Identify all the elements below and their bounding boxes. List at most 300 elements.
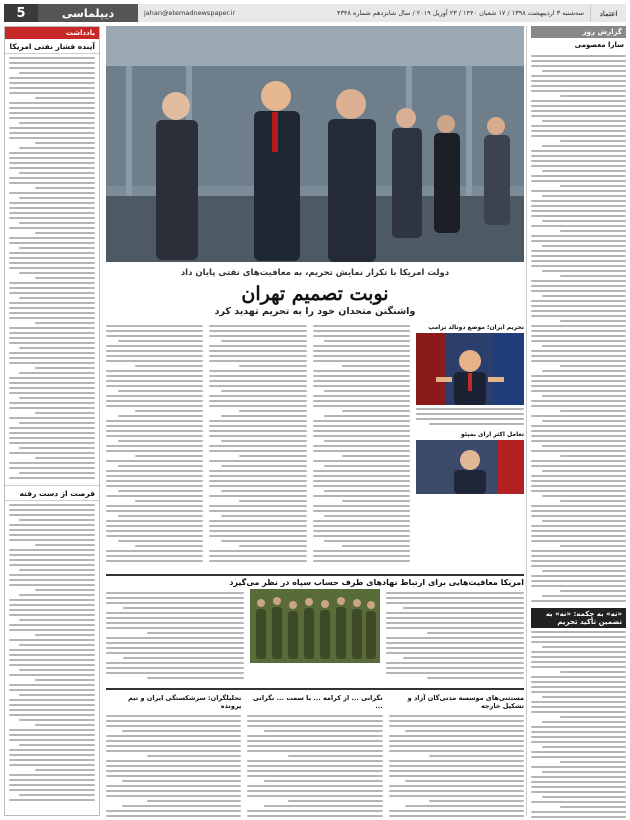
- text-line: [313, 325, 410, 327]
- text-line: [342, 500, 410, 502]
- text-line: [386, 592, 524, 594]
- text-line: [531, 811, 626, 813]
- text-line: [531, 560, 626, 562]
- text-line: [9, 162, 95, 164]
- text-line: [209, 445, 306, 447]
- text-line: [9, 207, 95, 209]
- sidebar-article-title: آینده فشار نفتی امریکا: [5, 39, 99, 54]
- text-line: [9, 749, 95, 751]
- text-line: [35, 367, 95, 369]
- text-line: [209, 345, 306, 347]
- text-line: [531, 485, 626, 487]
- text-line: [313, 435, 410, 437]
- text-line: [313, 335, 410, 337]
- text-line: [106, 560, 203, 562]
- text-line: [9, 92, 95, 94]
- text-line: [9, 262, 95, 264]
- text-line: [560, 275, 627, 277]
- text-line: [19, 594, 95, 596]
- text-line: [35, 412, 95, 414]
- text-line: [324, 515, 410, 517]
- text-line: [209, 475, 306, 477]
- report-body: [531, 52, 626, 602]
- text-line: [324, 440, 410, 442]
- text-line: [531, 190, 626, 192]
- text-line: [313, 380, 410, 382]
- text-line: [247, 720, 382, 722]
- text-line: [531, 330, 626, 332]
- text-line: [9, 307, 95, 309]
- contact-email[interactable]: jahan@etemadnewspaper.ir: [144, 9, 236, 17]
- text-line: [9, 709, 95, 711]
- text-line: [247, 740, 382, 742]
- text-line: [9, 432, 95, 434]
- text-line: [542, 270, 626, 272]
- text-line: [531, 385, 626, 387]
- text-line: [9, 559, 95, 561]
- text-line: [9, 534, 95, 536]
- text-line: [531, 210, 626, 212]
- text-line: [209, 425, 306, 427]
- dateline: سه‌شنبه ۳ اردیبهشت ۱۳۹۸ / ۱۷ شعبان ۱۴۴۰ / ۲۳ آوریل ۲۰۱۹ / سال شانزدهم شماره ۴۳۴۸: [336, 9, 584, 17]
- text-line: [531, 475, 626, 477]
- text-line: [106, 627, 244, 629]
- article-column-3: [106, 322, 203, 569]
- text-line: [542, 570, 626, 572]
- text-line: [106, 647, 244, 649]
- text-line: [288, 755, 383, 757]
- text-line: [9, 539, 95, 541]
- text-line: [9, 764, 95, 766]
- text-line: [531, 85, 626, 87]
- text-line: [106, 642, 244, 644]
- text-line: [9, 342, 95, 344]
- text-line: [19, 719, 95, 721]
- text-line: [209, 330, 306, 332]
- text-line: [9, 392, 95, 394]
- page-number: 5: [4, 4, 38, 22]
- text-line: [19, 347, 95, 349]
- text-line: [247, 745, 382, 747]
- text-line: [313, 510, 410, 512]
- text-line: [209, 335, 306, 337]
- text-line: [35, 457, 95, 459]
- text-line: [542, 445, 626, 447]
- text-line: [123, 607, 244, 609]
- bottom-article-body-1: [389, 712, 524, 820]
- text-line: [531, 150, 626, 152]
- headline: نوبت تصمیم تهران: [241, 283, 389, 305]
- text-line: [389, 740, 524, 742]
- text-line: [531, 636, 626, 638]
- text-line: [122, 780, 241, 782]
- text-line: [429, 423, 524, 425]
- text-line: [9, 734, 95, 736]
- text-line: [9, 654, 95, 656]
- text-line: [389, 715, 524, 717]
- text-line: [313, 360, 410, 362]
- text-line: [35, 724, 95, 726]
- text-line: [531, 225, 626, 227]
- text-line: [239, 500, 307, 502]
- text-line: [9, 102, 95, 104]
- text-line: [247, 815, 382, 817]
- text-line: [239, 545, 307, 547]
- text-line: [9, 62, 95, 64]
- text-line: [9, 237, 95, 239]
- text-line: [531, 460, 626, 462]
- text-line: [542, 145, 626, 147]
- text-line: [9, 754, 95, 756]
- text-line: [531, 300, 626, 302]
- text-line: [35, 589, 95, 591]
- text-line: [531, 280, 626, 282]
- sidebar-article-body-2: [5, 501, 99, 803]
- text-line: [9, 579, 95, 581]
- text-line: [389, 720, 524, 722]
- header-info: [138, 4, 590, 22]
- text-line: [9, 382, 95, 384]
- text-line: [313, 505, 410, 507]
- text-line: [9, 614, 95, 616]
- text-line: [9, 87, 95, 89]
- text-line: [9, 292, 95, 294]
- text-line: [531, 515, 626, 517]
- text-line: [531, 450, 626, 452]
- text-line: [9, 352, 95, 354]
- text-line: [531, 465, 626, 467]
- text-line: [416, 408, 524, 410]
- text-line: [9, 312, 95, 314]
- text-line: [106, 617, 244, 619]
- text-line: [19, 447, 95, 449]
- text-line: [531, 110, 626, 112]
- text-line: [118, 415, 204, 417]
- text-line: [9, 784, 95, 786]
- text-line: [560, 500, 627, 502]
- text-line: [9, 387, 95, 389]
- text-line: [531, 681, 626, 683]
- text-line: [106, 810, 241, 812]
- text-line: [106, 745, 241, 747]
- text-line: [531, 125, 626, 127]
- text-line: [106, 360, 203, 362]
- text-line: [106, 385, 203, 387]
- text-line: [106, 405, 203, 407]
- text-line: [209, 550, 306, 552]
- text-line: [542, 646, 626, 648]
- text-line: [531, 90, 626, 92]
- text-line: [264, 730, 383, 732]
- text-line: [147, 677, 244, 679]
- text-line: [9, 649, 95, 651]
- text-line: [288, 800, 383, 802]
- text-line: [560, 140, 627, 142]
- text-line: [9, 609, 95, 611]
- text-line: [531, 400, 626, 402]
- text-line: [106, 725, 241, 727]
- text-line: [209, 405, 306, 407]
- text-line: [35, 769, 95, 771]
- text-line: [9, 437, 95, 439]
- text-line: [416, 413, 524, 415]
- text-line: [531, 390, 626, 392]
- text-line: [9, 152, 95, 154]
- text-line: [9, 799, 95, 801]
- text-line: [531, 355, 626, 357]
- text-line: [531, 240, 626, 242]
- text-line: [531, 631, 626, 633]
- text-line: [9, 584, 95, 586]
- text-line: [209, 360, 306, 362]
- text-line: [542, 470, 626, 472]
- text-line: [531, 80, 626, 82]
- text-line: [209, 470, 306, 472]
- text-line: [531, 731, 626, 733]
- text-line: [324, 540, 410, 542]
- text-line: [313, 400, 410, 402]
- text-line: [9, 332, 95, 334]
- bottom-article-title-3: تحلیلگران: سرشکستگی ایران و تیم پرونده: [128, 694, 242, 710]
- text-line: [560, 185, 627, 187]
- text-line: [342, 365, 410, 367]
- text-line: [9, 504, 95, 506]
- text-line: [405, 805, 524, 807]
- text-line: [531, 510, 626, 512]
- text-line: [19, 644, 95, 646]
- inset-caption-1: تحریم ایران؛ موضع دونالد ترامپ: [428, 324, 524, 331]
- text-line: [9, 337, 95, 339]
- text-line: [209, 520, 306, 522]
- text-line: [122, 805, 241, 807]
- text-line: [9, 759, 95, 761]
- text-line: [106, 525, 203, 527]
- text-line: [106, 770, 241, 772]
- text-line: [313, 370, 410, 372]
- text-line: [9, 257, 95, 259]
- text-line: [429, 755, 524, 757]
- text-line: [209, 385, 306, 387]
- text-line: [209, 525, 306, 527]
- text-line: [531, 801, 626, 803]
- text-line: [19, 397, 95, 399]
- text-line: [135, 365, 203, 367]
- text-line: [531, 285, 626, 287]
- text-line: [313, 470, 410, 472]
- text-line: [106, 760, 241, 762]
- text-line: [221, 415, 307, 417]
- text-line: [106, 597, 244, 599]
- text-line: [221, 540, 307, 542]
- text-line: [531, 585, 626, 587]
- text-line: [531, 706, 626, 708]
- text-line: [342, 410, 410, 412]
- text-line: [19, 794, 95, 796]
- text-line: [106, 475, 203, 477]
- text-line: [542, 70, 626, 72]
- text-line: [9, 417, 95, 419]
- text-line: [9, 217, 95, 219]
- text-line: [19, 297, 95, 299]
- text-line: [9, 202, 95, 204]
- text-line: [313, 355, 410, 357]
- text-line: [313, 480, 410, 482]
- text-line: [264, 805, 383, 807]
- text-line: [9, 192, 95, 194]
- inset-photo-2: [416, 440, 524, 494]
- text-line: [9, 227, 95, 229]
- text-line: [106, 530, 203, 532]
- text-line: [106, 750, 241, 752]
- opinion-sidebar: [4, 26, 100, 816]
- inset-photos: [416, 322, 524, 569]
- text-line: [531, 726, 626, 728]
- text-line: [9, 699, 95, 701]
- text-line: [531, 535, 626, 537]
- text-line: [389, 790, 524, 792]
- text-line: [389, 795, 524, 797]
- text-line: [9, 477, 95, 479]
- text-line: [106, 460, 203, 462]
- text-line: [427, 677, 524, 679]
- text-line: [209, 450, 306, 452]
- text-line: [9, 212, 95, 214]
- text-line: [106, 672, 244, 674]
- text-line: [531, 525, 626, 527]
- text-line: [19, 122, 95, 124]
- text-line: [122, 730, 241, 732]
- text-line: [209, 355, 306, 357]
- text-line: [19, 569, 95, 571]
- text-line: [531, 651, 626, 653]
- text-line: [386, 662, 524, 664]
- text-line: [313, 555, 410, 557]
- text-line: [9, 659, 95, 661]
- text-line: [531, 60, 626, 62]
- text-line: [542, 520, 626, 522]
- text-line: [9, 574, 95, 576]
- text-line: [209, 535, 306, 537]
- text-line: [106, 335, 203, 337]
- text-line: [106, 667, 244, 669]
- text-line: [19, 222, 95, 224]
- text-line: [9, 524, 95, 526]
- text-line: [209, 350, 306, 352]
- text-line: [531, 676, 626, 678]
- text-line: [531, 155, 626, 157]
- text-line: [9, 639, 95, 641]
- text-line: [389, 785, 524, 787]
- text-line: [106, 325, 203, 327]
- text-line: [106, 495, 203, 497]
- text-line: [560, 95, 627, 97]
- text-line: [209, 530, 306, 532]
- text-line: [313, 430, 410, 432]
- text-line: [9, 629, 95, 631]
- bottom-article-body-3: [106, 712, 241, 820]
- text-line: [389, 765, 524, 767]
- text-line: [531, 701, 626, 703]
- text-line: [247, 770, 382, 772]
- text-line: [106, 420, 203, 422]
- text-line: [313, 375, 410, 377]
- text-line: [19, 247, 95, 249]
- text-line: [386, 602, 524, 604]
- text-line: [9, 689, 95, 691]
- text-line: [531, 325, 626, 327]
- text-line: [106, 592, 244, 594]
- irgc-column-1: [386, 589, 524, 681]
- text-line: [9, 729, 95, 731]
- text-line: [386, 642, 524, 644]
- text-line: [106, 375, 203, 377]
- text-line: [531, 600, 626, 602]
- text-line: [531, 235, 626, 237]
- inset-text: [416, 405, 524, 425]
- text-line: [531, 430, 626, 432]
- text-line: [531, 305, 626, 307]
- text-line: [531, 530, 626, 532]
- text-line: [405, 730, 524, 732]
- text-line: [264, 780, 383, 782]
- text-line: [106, 795, 241, 797]
- text-line: [531, 380, 626, 382]
- text-line: [209, 555, 306, 557]
- text-line: [389, 745, 524, 747]
- text-line: [531, 691, 626, 693]
- text-line: [531, 100, 626, 102]
- text-line: [35, 679, 95, 681]
- text-line: [9, 67, 95, 69]
- text-line: [106, 785, 241, 787]
- text-line: [531, 350, 626, 352]
- inset-caption-2: تعامل اکثر ارای بمپئو: [461, 431, 524, 438]
- text-line: [9, 462, 95, 464]
- text-line: [9, 774, 95, 776]
- text-line: [531, 310, 626, 312]
- text-line: [389, 775, 524, 777]
- text-line: [106, 520, 203, 522]
- text-line: [531, 105, 626, 107]
- text-line: [106, 735, 241, 737]
- text-line: [342, 545, 410, 547]
- text-line: [531, 160, 626, 162]
- irgc-box: [106, 574, 524, 684]
- text-line: [209, 505, 306, 507]
- text-line: [560, 545, 627, 547]
- text-line: [9, 182, 95, 184]
- text-line: [247, 795, 382, 797]
- text-line: [342, 455, 410, 457]
- text-line: [9, 407, 95, 409]
- text-line: [9, 714, 95, 716]
- text-line: [313, 450, 410, 452]
- text-line: [531, 215, 626, 217]
- text-line: [313, 345, 410, 347]
- text-line: [9, 132, 95, 134]
- text-line: [106, 435, 203, 437]
- text-line: [106, 662, 244, 664]
- text-line: [106, 345, 203, 347]
- text-line: [386, 622, 524, 624]
- text-line: [324, 490, 410, 492]
- text-line: [106, 622, 244, 624]
- text-line: [209, 435, 306, 437]
- text-line: [106, 370, 203, 372]
- text-line: [531, 115, 626, 117]
- text-line: [135, 410, 203, 412]
- text-line: [389, 770, 524, 772]
